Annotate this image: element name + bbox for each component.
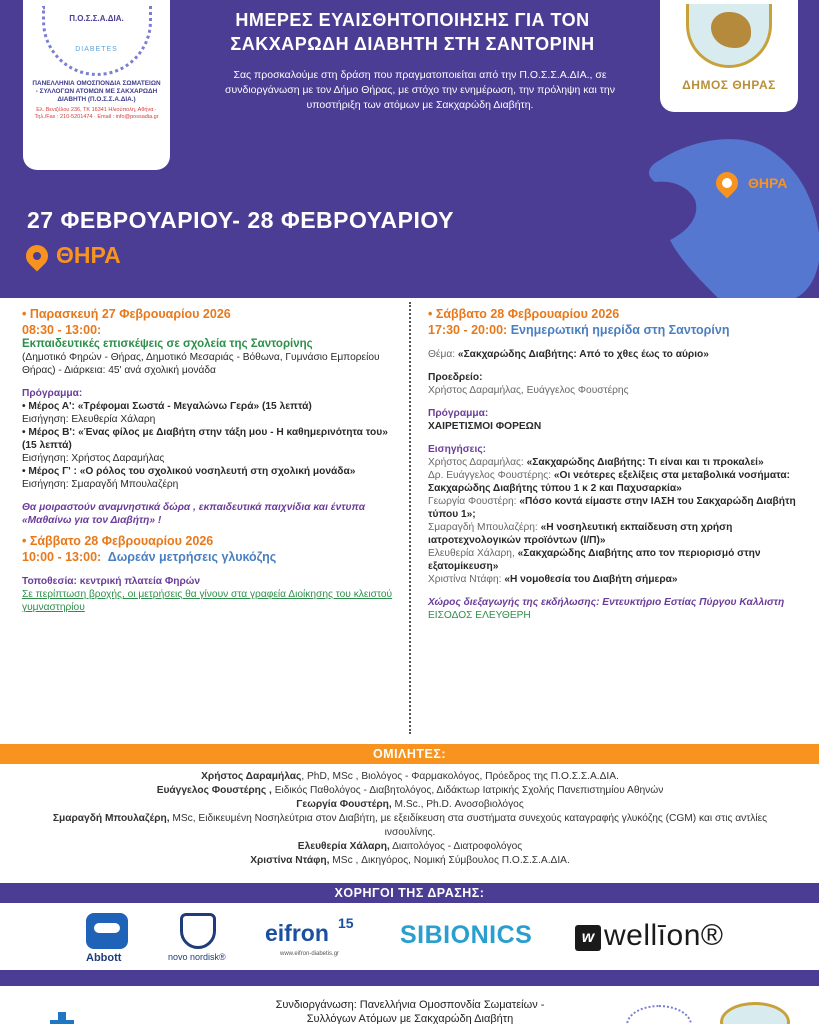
speaker-bio: Διαιτολόγος - Διατροφολόγος — [389, 841, 523, 852]
speaker-name: Χριστίνα Ντάφη, — [250, 855, 330, 866]
time-slot — [428, 322, 798, 338]
gifts-note: Θα μοιραστούν αναμνηστικά δώρα , εκπαιδευτικά παιχνίδια και έντυπα «Μαθαίνω για τον Διαβήτη» ! — [22, 502, 366, 526]
speaker-name: Χρήστος Δαραμήλας — [201, 771, 302, 782]
day-heading: • Σάββατο 28 Φεβρουαρίου 2026 — [428, 307, 620, 321]
program-part-b-speaker: Εισήγηση: Χρήστος Δαραμήλας — [22, 453, 165, 464]
day-heading: • Σάββατο 28 Φεβρουαρίου 2026 — [22, 534, 214, 548]
footer-line: Συνδιοργάνωση: Πανελλήνια Ομοσπονδία Σωματείων - — [275, 999, 545, 1011]
municipality-emblem-icon — [686, 4, 772, 68]
footer-municipality-logo-icon — [720, 1002, 790, 1024]
program-part-c-speaker: Εισήγηση: Σμαραγδή Μπουλαζέρη — [22, 479, 179, 490]
speaker-bio: MSc , Δικηγόρος, Νομική Σύμβουλος Π.Ο.Σ.Σ.Α.ΔΙΑ. — [329, 855, 570, 866]
theme-label: Θέμα: — [428, 349, 456, 360]
program-label: Πρόγραμμα: — [22, 388, 83, 399]
presidium-label: Προεδρείο: — [428, 372, 483, 383]
speaker-bio: MSc, Ειδικευμένη Νοσηλεύτρια στον Διαβήτη, με εξειδίκευση στα συστήματα συνεχούς καταγραφής γλυκόζης (CGM) και στις αντλίες ινσουλίνης. — [169, 813, 768, 838]
event-title: Εκπαιδευτικές επισκέψεις σε σχολεία της Σαντορίνης — [22, 338, 313, 350]
speaker-entry — [40, 770, 780, 784]
municipality-logo — [660, 0, 798, 112]
speaker-entry — [40, 784, 780, 798]
speaker-name: Ευάγγελος Φουστέρης , — [156, 785, 272, 796]
time-value: 10:00 - 13:00: — [22, 550, 102, 564]
wellion-logo: wellīon® — [604, 919, 724, 952]
speaker-entry — [40, 812, 780, 840]
municipality-name: ΔΗΜΟΣ ΘΗΡΑΣ — [682, 78, 776, 92]
speakers-list — [40, 770, 780, 868]
sponsors-heading: ΧΟΡΗΓΟΙ ΤΗΣ ΔΡΑΣΗΣ: — [0, 883, 819, 903]
speakers-heading: ΟΜΙΛΗΤΕΣ: — [0, 744, 819, 764]
santorini-map-icon — [600, 130, 819, 298]
talk-title: «Σακχαρώδης Διαβήτης: Τι είναι και τι προκαλεί» — [526, 457, 764, 468]
talk-speaker: Δρ. Ευάγγελος Φουστέρης: — [428, 470, 552, 481]
talk-title: «Η νομοθεσία του Διαβήτη σήμερα» — [504, 574, 678, 585]
footer-bar — [0, 970, 819, 986]
speaker-name: Γεωργία Φουστέρη, — [296, 799, 392, 810]
page-title: ΗΜΕΡΕΣ ΕΥΑΙΣΘΗΤΟΠΟΙΗΣΗΣ ΓΙΑ ΤΟΝ ΣΑΚΧΑΡΩΔΗ ΔΙΑΒΗΤΗ ΣΤΗ ΣΑΝΤΟΡΙΝΗ — [230, 10, 595, 54]
eifron-logo: eifron — [265, 920, 329, 946]
eifron-anniversary-badge: 15 — [338, 915, 354, 931]
header-banner — [0, 0, 819, 298]
event-title: Ενημερωτική ημερίδα στη Σαντορίνη — [510, 323, 730, 337]
footer-org-logo-icon — [626, 1005, 692, 1024]
speaker-name: Ελευθερία Χάλαρη, — [297, 841, 390, 852]
talk-title: «Σακχαρώδης Διαβήτης απο τον περιορισμό στην εξατομίκευση» — [428, 548, 761, 572]
theme-title: «Σακχαρώδης Διαβήτης: Από το χθες έως το αύριο» — [457, 349, 709, 360]
sibionics-logo: SIBIONICS — [400, 921, 533, 949]
column-divider — [409, 302, 411, 734]
program-item: ΧΑΙΡΕΤΙΣΜΟΙ ΦΟΡΕΩΝ — [428, 421, 542, 432]
talk-speaker: Χρήστος Δαραμήλας: — [428, 457, 524, 468]
talk-speaker: Γεωργία Φουστέρη: — [428, 496, 517, 507]
speaker-name: Σμαραγδή Μπουλαζέρη, — [52, 813, 170, 824]
rain-note: Σε περίπτωση βροχής, οι μετρήσεις θα γίνουν στα γραφεία Διοίκησης του κλειστού γυμναστηρίου — [22, 589, 393, 613]
event-place — [26, 242, 121, 269]
talk-item — [428, 547, 798, 573]
location-pin-icon — [21, 240, 52, 271]
presidium-names: Χρήστος Δαραμήλας, Ευάγγελος Φουστέρης — [428, 385, 629, 396]
program-label: Πρόγραμμα: — [428, 408, 489, 419]
speaker-bio: Ειδικός Παθολόγος - Διαβητολόγος, Διδάκτωρ Ιατρικής Σχολής Πανεπιστημίου Αθηνών — [271, 785, 664, 796]
talk-item — [428, 456, 798, 469]
org-acronym: Π.Ο.Σ.Σ.Α.ΔΙΑ. — [69, 14, 124, 23]
intro-text: Σας προσκαλούμε στη δράση που πραγματοποιείται από την Π.Ο.Σ.Σ.Α.ΔΙΑ., σε συνδιοργάνωση με τον Δήμο Θήρας, με στόχο την ενημέρωση, την πρόληψη και την υποστήριξη των ατόμων με Σακχαρώδη Διαβήτη. — [225, 69, 615, 111]
medical-cross-icon — [50, 1012, 74, 1024]
org-address: Ελ. Βενιζέλου 236, ΤΚ 16341 Ηλιούπολη, Αθήνα · Τηλ./Fax : 210-5201474 · Email : info@possadia.gr — [34, 107, 159, 120]
abbott-logo-icon — [86, 913, 128, 949]
time-value: 17:30 - 20:00: — [428, 323, 508, 337]
talk-speaker: Σμαραγδή Μπουλαζέρη: — [428, 522, 538, 533]
butterfly-ring-logo-icon — [42, 6, 152, 76]
location-line: Τοποθεσία: κεντρική πλατεία Φηρών — [22, 576, 201, 587]
eifron-url: www.eifron-diabetis.gr — [280, 951, 340, 957]
talk-speaker: Ελευθερία Χάλαρη, — [428, 548, 515, 559]
venue-line: Χώρος διεξαγωγής της εκδήλωσης: Εντευκτήριο Εστίας Πύργου Καλλιστη — [428, 597, 785, 608]
event-dates: 27 ΦΕΒΡΟΥΑΡΙΟΥ- 28 ΦΕΒΡΟΥΑΡΙΟΥ — [27, 207, 454, 233]
place-name: ΘΗΡΑ — [56, 242, 121, 268]
novo-nordisk-name: novo nordisk® — [168, 952, 226, 962]
speaker-entry — [40, 854, 780, 868]
time-slot — [22, 549, 402, 565]
time-slot: 08:30 - 13:00: — [22, 323, 102, 337]
talks-label: Εισηγήσεις: — [428, 444, 487, 455]
talk-title: «Η νοσηλευτική εκπαίδευση στη χρήση ιατροτεχνολογικών προϊόντων (Ι/Π)» — [428, 522, 733, 546]
program-part-c: • Μέρος Γ' : «Ο ρόλος του σχολικού νοσηλευτή στη σχολική μονάδα» — [22, 466, 356, 477]
schedule-left-column — [22, 306, 402, 614]
program-part-a: • Μέρος Α': «Τρέφομαι Σωστά - Μεγαλώνω Γερά» (15 λεπτά) — [22, 401, 312, 412]
entry-note: ΕΙΣΟΔΟΣ ΕΛΕΥΘΕΡΗ — [428, 610, 531, 621]
schools-note: (Δημοτικό Φηρών - Θήρας, Δημοτικό Μεσαριάς - Βόθωνα, Γυμνάσιο Εμπορείου Θήρας) - Διάρκεια: 45' ανά σχολική μονάδα — [22, 352, 380, 376]
schedule-right-column — [428, 306, 798, 622]
org-description: ΠΑΝΕΛΛΗΝΙΑ ΟΜΟΣΠΟΝΔΙΑ ΣΩΜΑΤΕΙΩΝ - ΣΥΛΛΟΓΩΝ ΑΤΟΜΩΝ ΜΕ ΣΑΚΧΑΡΩΔΗ ΔΙΑΒΗΤΗ (Π.Ο.Σ.Σ.Α.ΔΙΑ.) — [32, 80, 161, 103]
speaker-bio: M.Sc., Ph.D. Ανοσοβιολόγος — [391, 799, 524, 810]
footer-line: Συλλόγων Ατόμων με Σακχαρώδη Διαβήτη — [306, 1013, 514, 1024]
event-title: Δωρεάν μετρήσεις γλυκόζης — [107, 550, 277, 564]
speaker-bio: , PhD, MSc , Βιολόγος - Φαρμακολόγος, Πρόεδρος της Π.Ο.Σ.Σ.Α.ΔΙΑ. — [301, 771, 619, 782]
talk-title: «Οι νεότερες εξελίξεις στα μεταβολικά νοσήματα: Σακχαρώδης Διαβήτης τύπου 1 κ 2 και Παχυσαρκία» — [428, 470, 791, 494]
map-label: ΘΗΡΑ — [748, 175, 788, 191]
program-part-b: • Μέρος Β': «Ένας φίλος με Διαβήτη στην τάξη μου - Η καθημερινότητα του» (15 λεπτά) — [22, 427, 388, 451]
theme-line — [428, 348, 798, 361]
talk-speaker: Χριστίνα Ντάφη: — [428, 574, 502, 585]
footer-organizer — [200, 998, 620, 1024]
speaker-entry — [40, 840, 780, 854]
abbott-name: Abbott — [86, 952, 122, 964]
organization-logo — [23, 0, 170, 170]
talk-title: «Πόσο κοντά είμαστε στην ΙΑΣΗ του Σακχαρώδη Διαβήτη τύπου 1»; — [428, 496, 796, 520]
program-part-a-speaker: Εισήγηση: Ελευθερία Χάλαρη — [22, 414, 156, 425]
novo-nordisk-bull-icon — [180, 913, 216, 949]
talk-item — [428, 469, 798, 495]
talk-item — [428, 521, 798, 547]
logo-ring-text: DIABETES — [75, 46, 118, 53]
wellion-mark-icon: w — [575, 925, 601, 951]
talk-item — [428, 573, 798, 586]
talk-item — [428, 495, 798, 521]
day-heading: • Παρασκευή 27 Φεβρουαρίου 2026 — [22, 307, 231, 321]
speaker-entry — [40, 798, 780, 812]
